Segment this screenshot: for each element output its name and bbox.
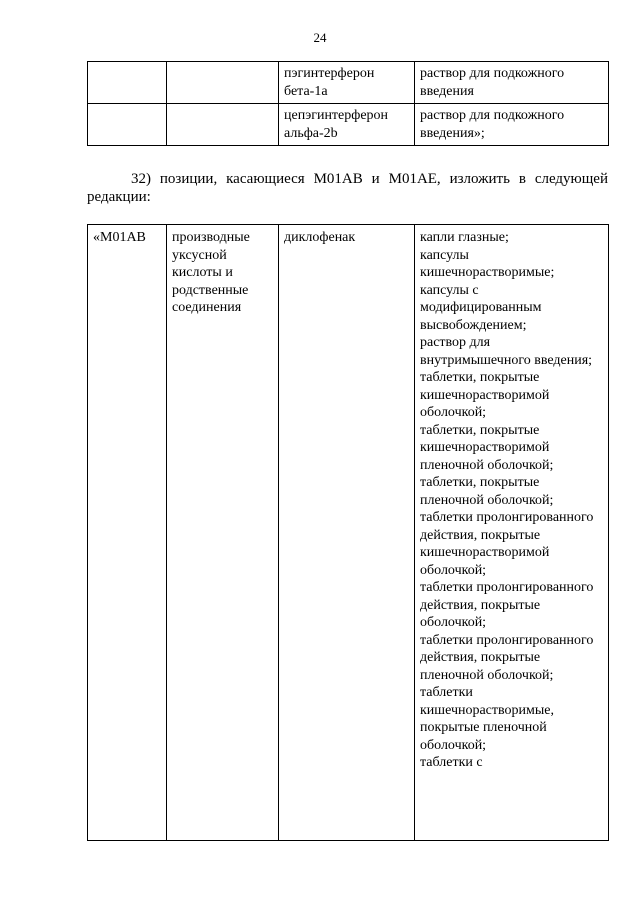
atc-code-cell: «М01АВ (88, 225, 167, 841)
dosage-form-item: раствор для подкожного введения»; (420, 108, 565, 141)
dosage-form-item: таблетки пролонгированного действия, покрытые пленочной оболочкой; (420, 632, 594, 683)
drug-table-continuation (87, 61, 609, 146)
table-row (88, 104, 609, 146)
group-cell: производные уксусной кислоты и родственные соединения (167, 225, 279, 841)
dosage-form-item: раствор для внутримышечного введения; (420, 335, 593, 368)
table-row (88, 62, 609, 104)
dosage-form-item: таблетки пролонгированного действия, покрытые оболочкой; (420, 580, 594, 630)
atc-code-cell (88, 62, 167, 104)
dosage-form-item: таблетки, покрытые кишечнорастворимой оболочкой; (420, 370, 550, 420)
dosage-form-item: капсулы кишечнорастворимые; (420, 247, 555, 280)
group-cell (167, 104, 279, 146)
amendment-paragraph: 32) позиции, касающиеся М01АВ и М01АЕ, изложить в следующей редакции: (87, 171, 608, 205)
dosage-forms-cell (415, 225, 609, 841)
group-cell (167, 62, 279, 104)
page-number: 24 (313, 30, 327, 45)
dosage-forms-cell (415, 104, 609, 146)
atc-code-cell (88, 104, 167, 146)
dosage-form-item: таблетки кишечнорастворимые, покрытые пленочной оболочкой; (420, 685, 555, 753)
dosage-forms-cell (415, 62, 609, 104)
drug-table-new-edition (87, 224, 609, 841)
dosage-form-item: таблетки, покрытые кишечнорастворимой пленочной оболочкой; (420, 422, 554, 473)
dosage-form-item: таблетки, покрытые пленочной оболочкой; (420, 475, 554, 508)
dosage-form-item: капсулы с модифицированным высвобождением; (420, 282, 542, 333)
drug-name-cell: диклофенак (279, 225, 415, 841)
drug-name-cell: пэгинтерферон бета-1a (279, 62, 415, 104)
dosage-form-item: капли глазные; (420, 230, 509, 245)
dosage-form-item: таблетки пролонгированного действия, покрытые кишечнорастворимой оболочкой; (420, 510, 594, 578)
drug-name-cell: цепэгинтерферон альфа-2b (279, 104, 415, 146)
table-row (88, 225, 609, 841)
dosage-form-item: таблетки с (420, 755, 483, 770)
dosage-form-item: раствор для подкожного введения (420, 66, 565, 99)
